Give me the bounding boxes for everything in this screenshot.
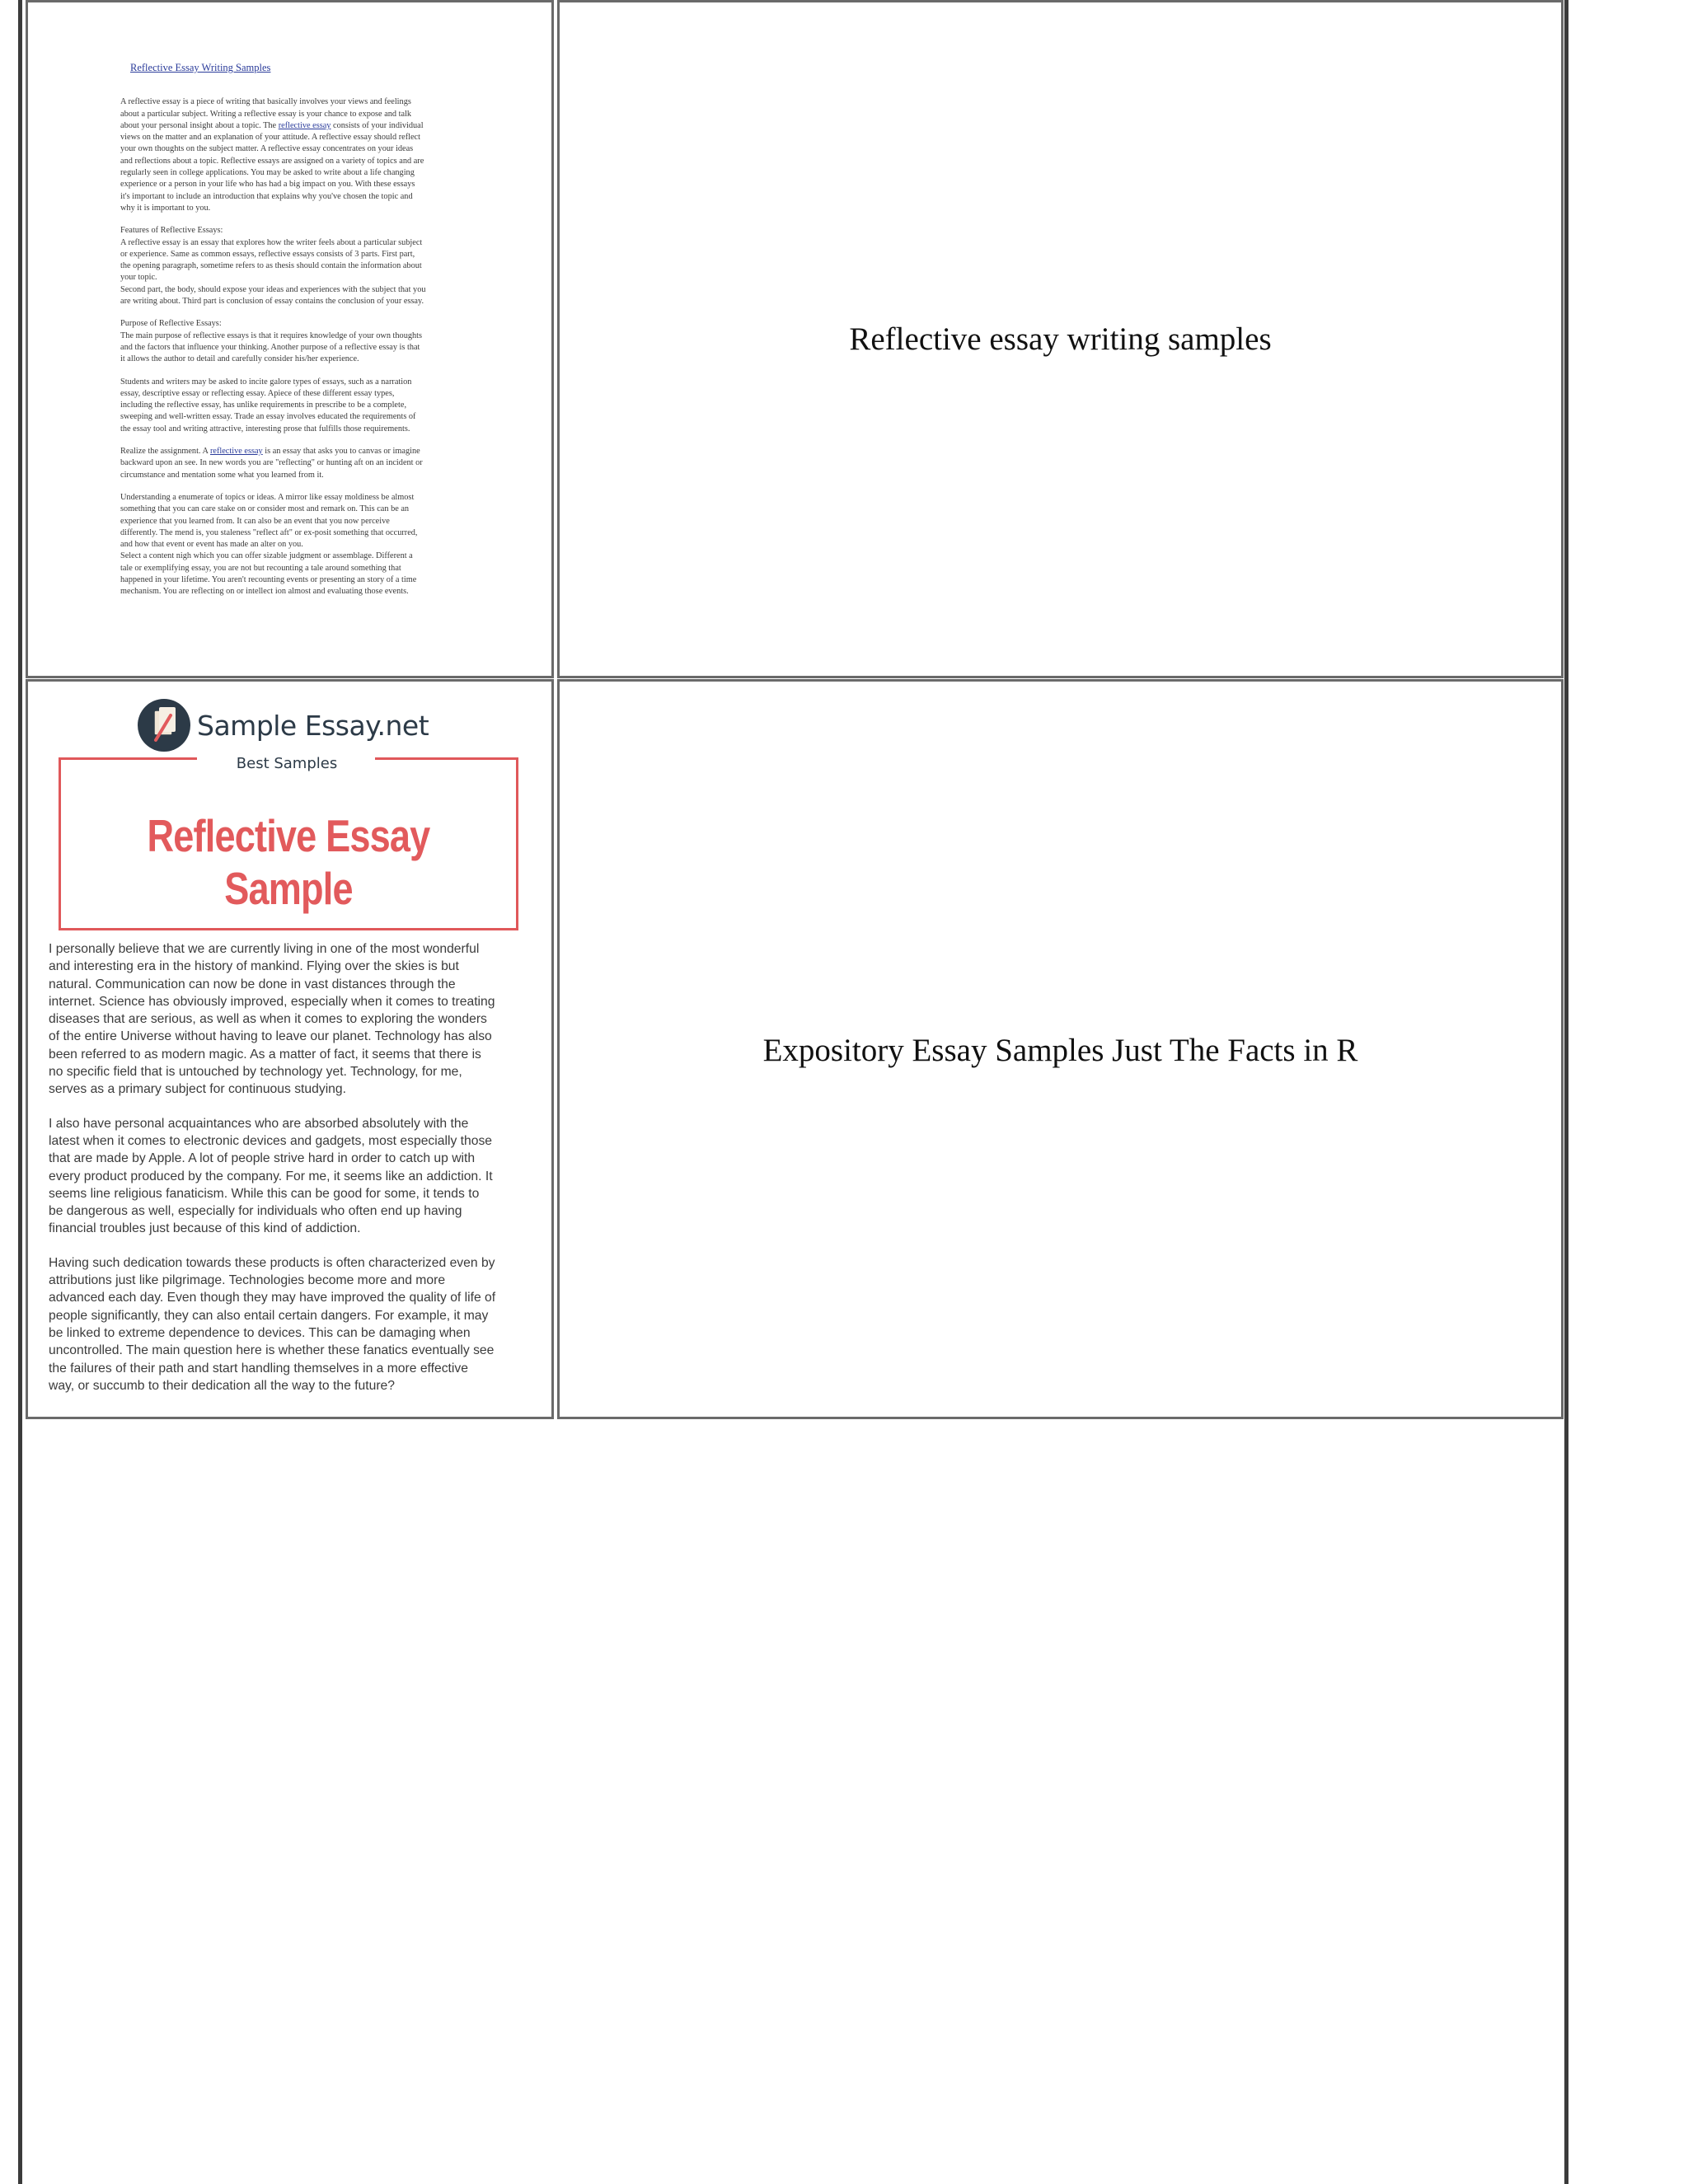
essay-paragraph: I personally believe that we are currently living in one of the most wonderful and interesting era in the history of mankind. Flying over the skies is but natural. Communication can now be done in vast distances through the internet. Science has obviously improved, especially when it comes to treating diseases that are serious, as well as when it comes to exploring the wonders of the entire Universe without having to leave our planet. Technology has also been referred to as modern magic. As a matter of fact, it seems that there is no specific field that is untouched by technology yet. Technology, for me, serves as a primary subject for continuous studying. (49, 942, 495, 1097)
gallery-caption-cell-1 (557, 0, 1564, 678)
document-inline-link[interactable]: reflective essay (278, 120, 331, 130)
graphic-essay-body (49, 940, 535, 1411)
document-paragraph: Students and writers may be asked to incite galore types of essays, such as a narration essay, descriptive essay or reflecting essay. Apiece of these different essay types, including the reflective essay, has unlike requirements in prescribe to be a complete, sweeping and well-written essay. Trade an essay involves educated the requirements of the essay tool and writing attractive, interesting prose that fulfills those requirements. (120, 377, 416, 434)
document-title: Reflective Essay Writing Samples (130, 62, 271, 73)
document-pen-icon (138, 699, 190, 752)
document-paragraph: Realize the assignment. A reflective essay is an essay that asks you to canvas or imagine backward upon an see. In new words you are "reflecting" or hunting aft on an incident or circumstance and mentation some what you learned from it. (120, 447, 423, 480)
gallery-thumbnail-reflective-document[interactable] (26, 0, 554, 678)
document-paragraph: Purpose of Reflective Essays: The main purpose of reflective essays is that it requires knowledge of your own thoughts and the factors that influence your thinking. Another purpose of a reflective essay is that it allows the author to detail and carefully consider his/her experience. (120, 319, 423, 364)
document-preview (120, 62, 516, 609)
image-caption[interactable]: Reflective essay writing samples (849, 321, 1272, 357)
gallery-caption-cell-2 (557, 679, 1564, 1419)
gallery-thumbnail-reflective-sample[interactable] (26, 679, 554, 1419)
page-left-rule (18, 0, 22, 2184)
essay-paragraph: Having such dedication towards these products is often characterized even by attributions just like pilgrimage. Technologies become more and more advanced each day. Even though they may have improved the quality of life of people significantly, they can also entail certain dangers. For example, it may be linked to extreme dependence to devices. This can be damaging when uncontrolled. The main question here is whether these fanatics eventually see the failures of their path and start handling themselves in a more effective way, or succumb to their dedication all the way to the future? (49, 1255, 496, 1393)
brand-name: Sample Essay.net (197, 709, 429, 742)
image-caption[interactable]: Expository Essay Samples Just The Facts in R (762, 1033, 1358, 1068)
page-right-rule (1564, 0, 1568, 2184)
document-paragraph: A reflective essay is a piece of writing that basically involves your views and feelings about a particular subject. Writing a reflective essay is your chance to expose and talk about your personal insight about a topic. The reflective essay consists of your individual views on the matter and an explanation of your attitude. A reflective essay should reflect your own thoughts on the subject matter. A reflective essay concentrates on your ideas and reflections about a topic. Reflective essays are assigned on a variety of topics and are regularly seen in college applications. You may be asked to write about a life changing experience or a person in your life who has had a big impact on you. With these essays it's important to include an introduction that explains why you've chosen the topic and why it is important to you. (120, 97, 424, 213)
document-paragraph: Features of Reflective Essays: A reflective essay is an essay that explores how the writer feels about a particular subject or experience. Same as common essays, reflective essays consists of 3 parts. First part, the opening paragraph, sometime refers to as thesis should contain the information about your topic. Second part, the body, should expose your ideas and experiences with the subject that you are writing about. Third part is conclusion of essay contains the conclusion of your essay. (120, 226, 426, 307)
brand-header (138, 698, 429, 752)
document-paragraph: Understanding a enumerate of topics or ideas. A mirror like essay moldiness be almost something that you can care stake on or consider most and remark on. This can be an experience that you learned from. It can also be an event that you now perceive differently. The mend is, you staleness "reflect aft" or ex-posit something that occurred, and how that event or event has made an alter on you. Select a content nigh which you can offer sizable judgment or assemblage. Different a tale or exemplifying essay, you are not but recounting a tale around something that happened in your lifetime. You aren't recounting events or presenting an story of a time mechanism. You are reflecting on or intellect ion almost and evaluating those events. (120, 492, 418, 597)
document-inline-link[interactable]: reflective essay (209, 447, 263, 457)
graphic-headline: Reflective Essay Sample (147, 810, 430, 914)
brand-tagline: Best Samples (236, 755, 338, 772)
essay-paragraph: I also have personal acquaintances who are absorbed absolutely with the latest when it comes to electronic devices and gadgets, most especially those that are made by Apple. A lot of people strive hard in order to catch up with every product produced by the company. For me, it seems like an addiction. It seems line religious fanaticism. While this can be good for some, it tends to be dangerous as well, especially for individuals who often end up having financial troubles just because of this kind of addiction. (49, 1116, 493, 1236)
